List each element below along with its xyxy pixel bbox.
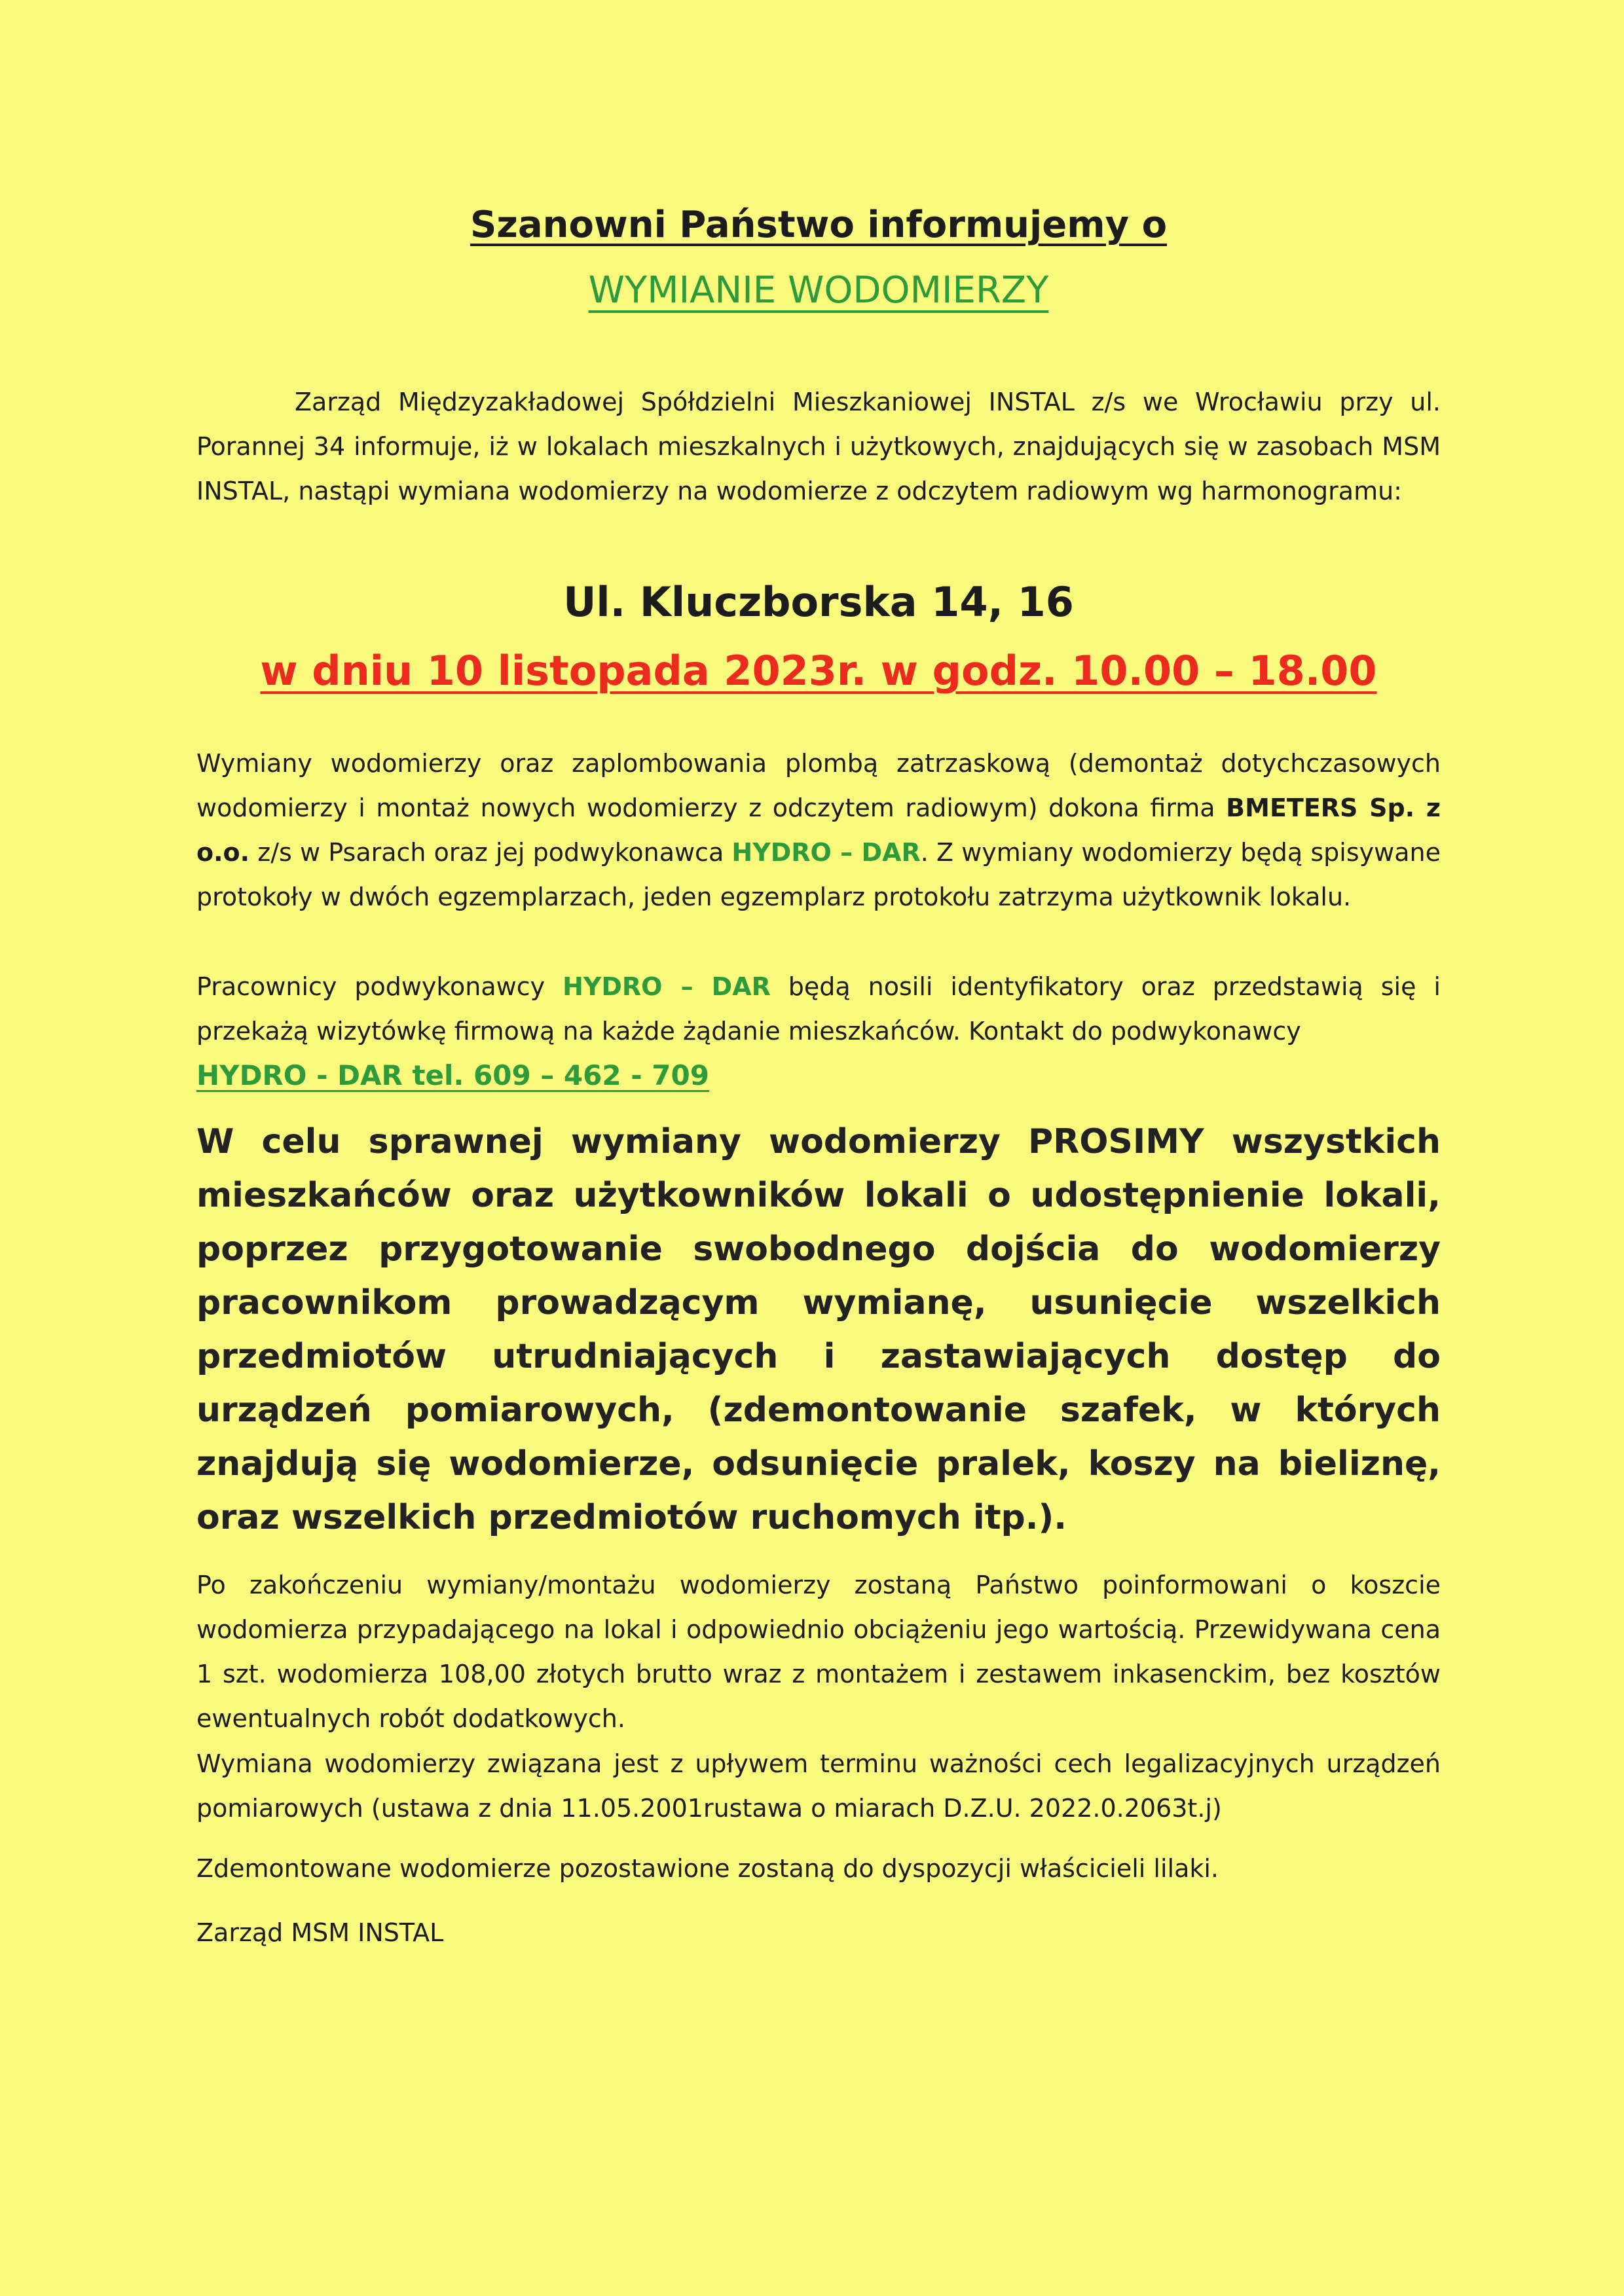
schedule-date: w dniu 10 listopada 2023r. w godz. 10.00 – 18.00: [260, 647, 1377, 695]
removed-meters-paragraph: Zdemontowane wodomierze pozostawione zostaną do dyspozycji właścicieli lilaki.: [196, 1854, 1219, 1883]
heading-line-1: Szanowni Państwo informujemy o: [470, 204, 1168, 246]
cost-paragraph: Po zakończeniu wymiany/montażu wodomierzy zostaną Państwo poinformowani o koszcie wodomierza przypadającego na lokal i odpowiednio obciążeniu jego wartością. Przewidywana cena 1 szt. wodomierza 108,00 złotych brutto wraz z montażem i zestawem inkasenckim, bez kosztów ewentualnych robót dodatkowych.: [196, 1571, 1441, 1733]
exchange-paragraph: Wymiany wodomierzy oraz zaplombowania plombą zatrzaskową (demontaż dotychczasowych wodomierzy i montaż nowych wodomierzy z odczytem radiowym) dokona firma BMETERS Sp. z o.o. z/s w Psarach oraz jej podwykonawca HYDRO – DAR. Z wymiany wodomierzy będą spisywane protokoły w dwóch egzemplarzach, jeden egzemplarz protokołu zatrzyma użytkownik lokalu.: [196, 749, 1441, 911]
intro-paragraph: Zarząd Międzyzakładowej Spółdzielni Mieszkaniowej INSTAL z/s we Wrocławiu przy ul. Porannej 34 informuje, iż w lokalach mieszkalnych i użytkowych, znajdujących się w zasobach MSM INSTAL, nastąpi wymiana wodomierzy na wodomierze z odczytem radiowym wg harmonogramu:: [196, 388, 1441, 505]
heading-line-2: WYMIANIE WODOMIERZY: [588, 269, 1049, 312]
contact-phone: HYDRO - DAR tel. 609 – 462 - 709: [196, 1059, 709, 1091]
request-paragraph: W celu sprawnej wymiany wodomierzy PROSIMY wszystkich mieszkańców oraz użytkowników lokali o udostępnienie lokali, poprzez przygotowanie swobodnego dojścia do wodomierzy pracownikom prowadzącym wymianę, usunięcie wszelkich przedmiotów utrudniających i zastawiających dostęp do urządzeń pomiarowych, (zdemontowanie szafek, w których znajdują się wodomierze, odsunięcie pralek, koszy na bieliznę, oraz wszelkich przedmiotów ruchomych itp.).: [196, 1122, 1441, 1537]
schedule-street: Ul. Kluczborska 14, 16: [563, 578, 1074, 626]
signature: Zarząd MSM INSTAL: [196, 1918, 444, 1947]
company-name: BMETERS Sp. z o.o.: [196, 793, 1441, 867]
subcontractor-name: HYDRO – DAR: [563, 972, 771, 1001]
subcontractor-name: HYDRO – DAR: [731, 838, 921, 867]
law-paragraph: Wymiana wodomierzy związana jest z upływem terminu ważności cech legalizacyjnych urządzeń pomiarowych (ustawa z dnia 11.05.2001rustawa o miarach D.Z.U. 2022.0.2063t.j): [196, 1749, 1441, 1823]
workers-paragraph: Pracownicy podwykonawcy HYDRO – DAR będą nosili identyfikatory oraz przedstawią się i przekażą wizytówkę firmową na każde żądanie mieszkańców. Kontakt do podwykonawcy HYDRO - DAR tel. 609 – 462 - 709: [196, 972, 1441, 1091]
